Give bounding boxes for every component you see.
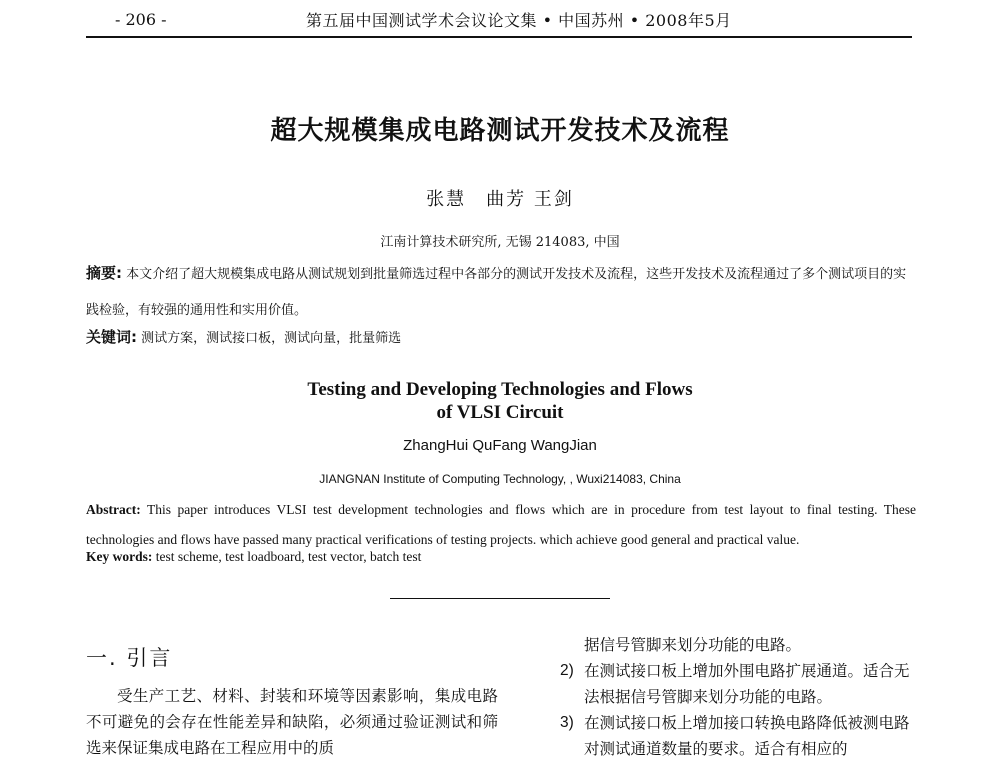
english-keywords-text: test scheme, test loadboard, test vector, batch test <box>155 549 422 564</box>
right-column <box>560 632 920 762</box>
english-abstract-text: This paper introduces VLSI test development technologies and flows which are in procedure from test layout to final testing. These technologies and flows have passed many practical verifications of testing projects. which achieve good general and practical value. <box>86 502 916 547</box>
english-title <box>0 378 1000 424</box>
english-affiliation: JIANGNAN Institute of Computing Technology, , Wuxi214083, China <box>319 472 681 486</box>
list-item-number: 2) <box>560 662 574 679</box>
chinese-keywords-text: 测试方案，测试接口板，测试向量，批量筛选 <box>141 331 402 346</box>
continuation-text: 据信号管脚来划分功能的电路。 <box>584 636 802 654</box>
running-head: 第五届中国测试学术会议论文集 • 中国苏州 • 2008年5月 <box>306 11 732 30</box>
chinese-abstract-label: 摘要: <box>86 264 122 282</box>
list-item <box>560 710 920 762</box>
section-divider <box>390 598 610 599</box>
chinese-affiliation: 江南计算技术研究所, 无锡 214083, 中国 <box>380 235 620 250</box>
chinese-abstract <box>86 255 916 329</box>
list-item-text: 在测试接口板上增加接口转换电路降低被测电路对测试通道数量的要求。适合有相应的 <box>584 714 910 758</box>
left-column <box>86 683 498 761</box>
english-title-line2: of VLSI Circuit <box>436 402 564 423</box>
english-authors: ZhangHui QuFang WangJian <box>403 437 597 454</box>
page-number: - 206 - <box>115 10 167 29</box>
chinese-keywords <box>86 326 401 347</box>
english-abstract <box>86 495 916 555</box>
english-abstract-label: Abstract: <box>86 502 141 517</box>
header-rule <box>86 36 912 38</box>
list-item <box>560 658 920 710</box>
chinese-title: 超大规模集成电路测试开发技术及流程 <box>270 116 730 146</box>
english-title-line1: Testing and Developing Technologies and Flows <box>307 379 693 400</box>
list-item-number: 3) <box>560 714 574 731</box>
english-keywords-label: Key words: <box>86 549 153 564</box>
chinese-authors: 张慧 曲芳 王剑 <box>426 189 574 210</box>
chinese-keywords-label: 关键词: <box>86 328 137 346</box>
section-heading: 一. 引言 <box>86 646 173 670</box>
chinese-abstract-text: 本文介绍了超大规模集成电路从测试规划到批量筛选过程中各部分的测试开发技术及流程，这些开发技术及流程通过了多个测试项目的实践检验，有较强的通用性和实用价值。 <box>86 267 907 318</box>
list-item-text: 在测试接口板上增加外围电路扩展通道。适合无法根据信号管脚来划分功能的电路。 <box>584 662 910 706</box>
english-keywords <box>86 549 421 565</box>
intro-paragraph: 受生产工艺、材料、封装和环境等因素影响，集成电路不可避免的会存在性能差异和缺陷，必须通过验证测试和筛选来保证集成电路在工程应用中的质 <box>86 687 498 757</box>
